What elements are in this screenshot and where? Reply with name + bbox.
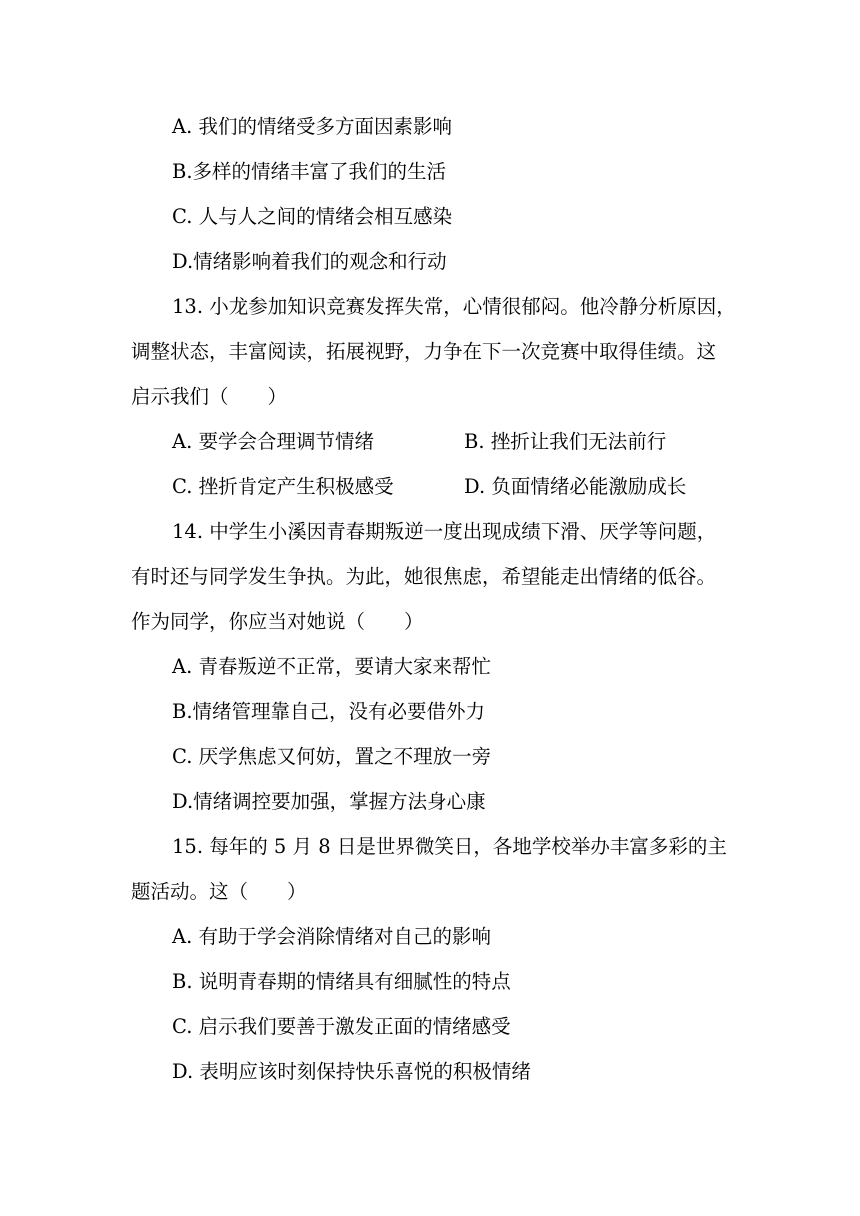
q14-option-a: A. 青春叛逆不正常，要请大家来帮忙 (172, 655, 491, 678)
q13-options-row2 (172, 464, 782, 509)
q15-stem-line2: 题活动。这（ ） (131, 880, 307, 903)
q12-option-a: A. 我们的情绪受多方面因素影响 (172, 115, 452, 138)
q15-option-b: B. 说明青春期的情绪具有细腻性的特点 (172, 970, 511, 993)
q15-option-d: D. 表明应该时刻保持快乐喜悦的积极情绪 (172, 1060, 531, 1083)
q13-stem-line1: 13. 小龙参加知识竞赛发挥失常，心情很郁闷。他冷静分析原因， (172, 295, 736, 318)
q13-stem-line2: 调整状态，丰富阅读，拓展视野，力争在下一次竞赛中取得佳绩。这 (131, 340, 717, 363)
q14-option-c: C. 厌学焦虑又何妨，置之不理放一旁 (172, 745, 492, 768)
q13-option-c: C. 挫折肯定产生积极感受 (172, 475, 394, 498)
q15-stem-line1: 15. 每年的 5 月 8 日是世界微笑日，各地学校举办丰富多彩的主 (172, 835, 727, 858)
q14-option-b: B.情绪管理靠自己，没有必要借外力 (172, 700, 486, 723)
q13-option-d: D. 负面情绪必能激励成长 (464, 475, 687, 498)
q12-option-d: D.情绪影响着我们的观念和行动 (172, 250, 447, 273)
q12-option-c: C. 人与人之间的情绪会相互感染 (172, 205, 453, 228)
q13-option-a: A. 要学会合理调节情绪 (172, 430, 374, 453)
q15-option-a: A. 有助于学会消除情绪对自己的影响 (172, 925, 491, 948)
q13-stem-line3: 启示我们（ ） (131, 385, 288, 408)
q14-stem-line2: 有时还与同学发生争执。为此，她很焦虑，希望能走出情绪的低谷。 (131, 565, 717, 588)
q13-options-row1 (172, 419, 782, 464)
q15-option-c: C. 启示我们要善于激发正面的情绪感受 (172, 1015, 511, 1038)
q14-option-d: D.情绪调控要加强，掌握方法身心康 (172, 790, 486, 813)
q13-option-b: B. 挫折让我们无法前行 (464, 430, 667, 453)
q12-option-b: B.多样的情绪丰富了我们的生活 (172, 160, 447, 183)
q14-stem-line1: 14. 中学生小溪因青春期叛逆一度出现成绩下滑、厌学等问题， (172, 520, 717, 543)
q14-stem-line3: 作为同学，你应当对她说（ ） (131, 610, 424, 633)
